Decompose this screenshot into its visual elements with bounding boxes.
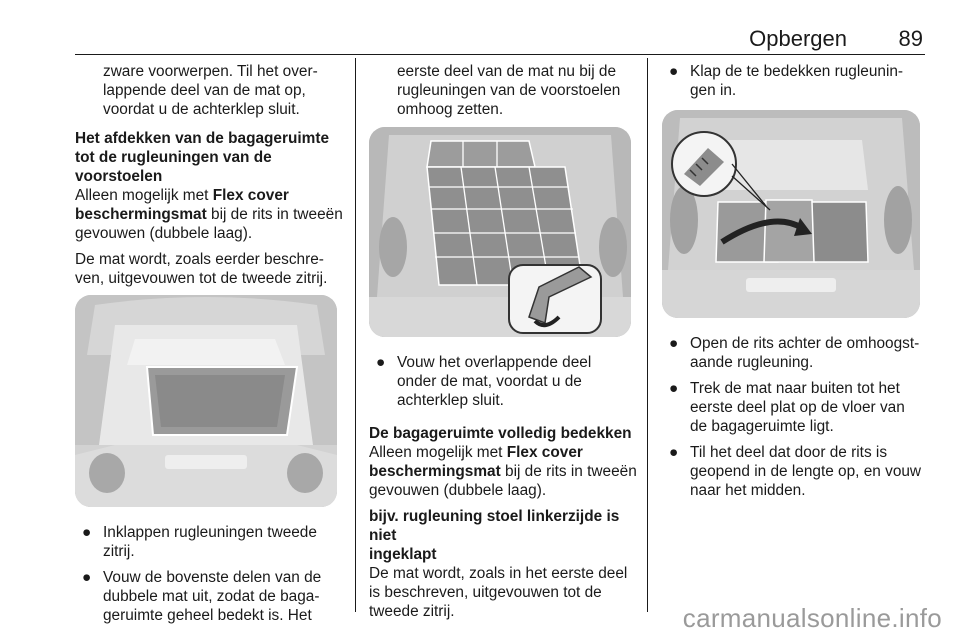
illustration-cargo-mat-folded [75,295,337,507]
column-3 [662,62,936,507]
text-line: dubbele mat uit, zodat de baga- [103,588,320,605]
text-line: geruimte geheel bedekt is. Het [103,607,312,624]
text-line: Open de rits achter de omhoogst- [690,335,920,352]
text-line: omhoog zetten. [397,101,504,118]
continued-text [75,62,347,119]
text-line: de bagageruimte ligt. [690,418,834,435]
text-line: bijv. rugleuning stoel linkerzijde is niet [369,508,620,544]
text-line: Trek de mat naar buiten tot het [690,380,900,397]
paragraph [75,186,347,243]
column-divider-1 [355,58,356,612]
text-line: Til het deel dat door de rits is [690,444,888,461]
section-heading [75,129,347,186]
text-span: tweede zitrij. [369,603,455,620]
text-line: eerste deel plat op de vloer van [690,399,905,416]
text-span: gevouwen (dubbele laag). [369,482,547,499]
bullet-dot: ● [82,569,92,586]
illustration-cargo-mat-unfolded [369,127,631,337]
text-span: Alleen mogelijk met [75,187,213,204]
column-2 [369,62,641,628]
car-trunk-illustration [75,295,337,507]
illustration-zipper-fold [662,110,920,318]
bullet-item [662,62,936,100]
bullet-item [662,334,936,372]
text-span: gevouwen (dubbele laag). [75,225,253,242]
text-line: ingeklapt [369,546,437,563]
text-span: is beschreven, uitgevouwen tot de [369,584,602,601]
bullet-dot: ● [669,63,679,80]
text-line: voorstoelen [75,168,163,185]
bullet-dot: ● [669,444,679,461]
text-line: tot de rugleuningen van de [75,149,272,166]
bullet-dot: ● [376,354,386,371]
text-line: Inklappen rugleuningen tweede [103,524,317,541]
text-line: onder de mat, voordat u de [397,373,582,390]
text-line: Klap de te bedekken rugleunin- [690,63,904,80]
bold-term: beschermingsmat [75,206,207,223]
column-divider-2 [647,58,648,612]
section-heading: De bagageruimte volledig bedekken [369,425,632,442]
page-number: 89 [898,26,923,51]
paragraph [75,250,347,288]
bold-term: Flex cover [506,444,583,461]
bold-term: Flex cover [212,187,289,204]
car-trunk-mat-grid-illustration [369,127,631,337]
bullet-item [662,379,936,436]
text-span: De mat wordt, zoals eerder beschre- [75,251,324,268]
text-line: Vouw de bovenste delen van de [103,569,322,586]
text-line: Vouw het overlappende deel [397,354,592,371]
text-line: gen in. [690,82,737,99]
continued-text [369,62,641,119]
text-span: De mat wordt, zoals in het eerste deel [369,565,628,582]
text-span: bij de rits in tweeën [500,463,637,480]
text-span: bij de rits in tweeën [206,206,343,223]
text-line: zitrij. [103,543,135,560]
text-line: aande rugleuning. [690,354,814,371]
bullet-dot: ● [669,380,679,397]
bullet-dot: ● [82,524,92,541]
text-line: geopend in de lengte op, en vouw [690,463,922,480]
text-span: ven, uitgevouwen tot de tweede zitrij. [75,270,328,287]
subsection-heading [369,507,641,564]
watermark: carmanualsonline.info [682,603,942,633]
bold-term: beschermingsmat [369,463,501,480]
text-line: naar het midden. [690,482,806,499]
text-line: voordat u de achterklep sluit. [103,101,300,118]
column-1 [75,62,347,632]
text-line: achterklep sluit. [397,392,504,409]
text-line: zware voorwerpen. Til het over- [103,63,318,80]
page-title: Opbergen [749,26,847,51]
text-line: Het afdekken van de bagageruimte [75,130,330,147]
text-line: lappende deel van de mat op, [103,82,306,99]
text-span: Alleen mogelijk met [369,444,507,461]
page-header [75,24,925,55]
bullet-item [75,523,347,561]
text-line: rugleuningen van de voorstoelen [397,82,621,99]
bullet-item [75,568,347,625]
bullet-item [369,353,641,410]
bullet-dot: ● [669,335,679,352]
paragraph [369,564,641,621]
car-trunk-zipper-illustration [662,110,920,318]
paragraph [369,443,641,500]
text-line: eerste deel van de mat nu bij de [397,63,617,80]
bullet-item [662,443,936,500]
